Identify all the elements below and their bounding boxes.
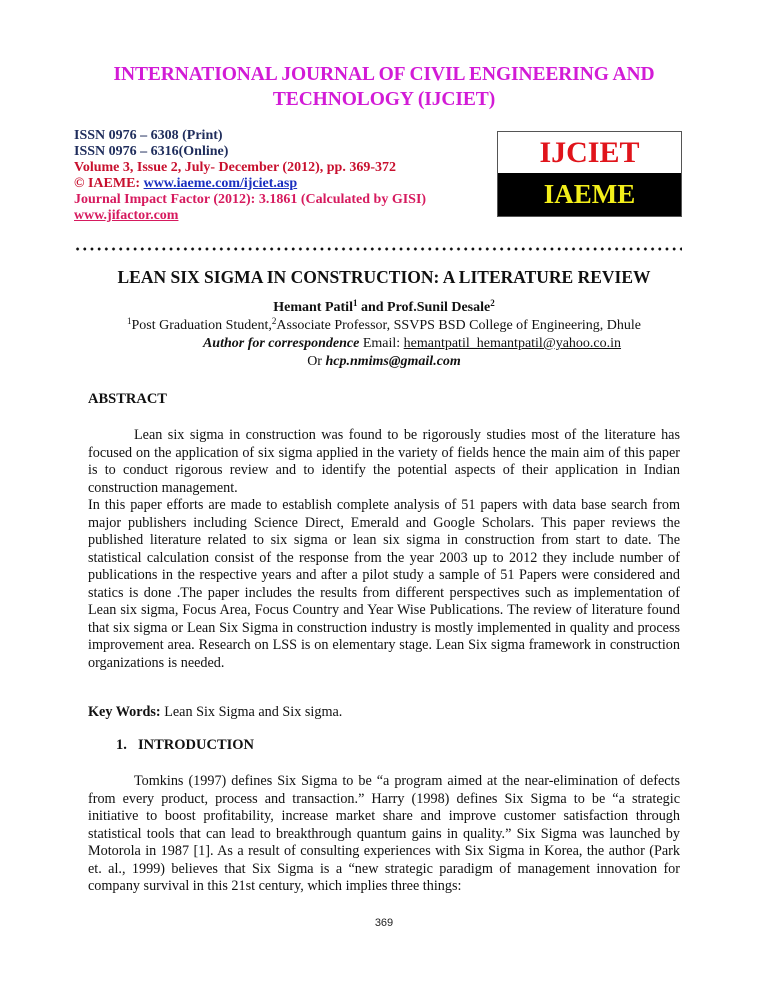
copyright-line <box>74 176 426 192</box>
author-1: Hemant Patil <box>273 300 353 315</box>
section-title: INTRODUCTION <box>138 737 255 753</box>
affil-sup-1: 1 <box>127 316 132 326</box>
abstract-body <box>88 427 680 672</box>
page-number: 369 <box>374 917 394 929</box>
affiliation-line <box>0 318 768 334</box>
volume-issue: Volume 3, Issue 2, July- December (2012), pp. 369-372 <box>74 160 396 175</box>
correspondence-email[interactable]: hemantpatil_hemantpatil@yahoo.co.in <box>403 336 622 351</box>
abstract-paragraph-1: Lean six sigma in construction was found to be rigorously studies most of the literature has focused on the application of six sigma applied in the variety of fields hence the main aim of this paper is to conduct rigorous review and to identify the potential aspects of their application in Indian construction management. <box>88 427 680 496</box>
affil-part-2: Associate Professor, SSVPS BSD College of Engineering, Dhule <box>276 318 641 333</box>
journal-title-line2: TECHNOLOGY (IJCIET) <box>272 89 496 110</box>
logo-iaeme: IAEME <box>498 173 681 216</box>
journal-metadata <box>74 128 426 224</box>
paper-title: LEAN SIX SIGMA IN CONSTRUCTION: A LITERATURE REVIEW <box>117 267 651 287</box>
impact-factor: Journal Impact Factor (2012): 3.1861 (Calculated by GISI) <box>74 192 427 207</box>
journal-title <box>0 62 768 112</box>
introduction-heading <box>116 737 254 754</box>
abstract-heading: ABSTRACT <box>88 391 167 407</box>
author-1-sup: 1 <box>352 298 358 308</box>
or-label: Or <box>307 354 326 369</box>
author-join: and <box>357 300 388 315</box>
correspondence-email-alt: hcp.nmims@gmail.com <box>325 354 461 369</box>
issn-print: ISSN 0976 – 6308 (Print) <box>74 128 223 143</box>
dotted-divider <box>74 247 682 251</box>
author-2: Prof.Sunil Desale <box>387 300 491 315</box>
keywords-line <box>88 704 342 721</box>
keywords-label: Key Words: <box>88 704 161 720</box>
correspondence-alt-line <box>0 354 768 370</box>
abstract-paragraph-2: In this paper efforts are made to establish complete analysis of 51 papers with data base search from major publishers including Science Direct, Emerald and Google Scholars. This paper reviews the published literature related to six sigma or lean six sigma in construction from start to date. The statistical calculation consist of the response from the year 2003 up to 2012 they include number of publications in the respective years and after a pilot study a sample of 51 Papers were considered and statics is done .The paper includes the results from different perspectives such as implementation of Lean six sigma, Focus Area, Focus Country and Year Wise Publications. The review of literature found that six sigma or Lean Six Sigma in construction industry is mostly implemented in quality and process improvement area. Research on LSS is on elementary stage. Lean Six sigma framework in construction organizations is needed. <box>88 497 680 671</box>
journal-title-line1: INTERNATIONAL JOURNAL OF CIVIL ENGINEERING AND <box>113 64 655 85</box>
correspondence-line <box>28 336 768 352</box>
keywords-value: Lean Six Sigma and Six sigma. <box>160 704 343 720</box>
journal-logo <box>497 131 682 217</box>
affil-sup-2: 2 <box>271 316 277 326</box>
correspondence-label: Author for correspondence <box>202 336 360 351</box>
logo-ijciet: IJCIET <box>498 132 681 173</box>
issn-online: ISSN 0976 – 6316(Online) <box>74 144 229 159</box>
author-2-sup: 2 <box>490 298 495 308</box>
email-label: Email: <box>359 336 404 351</box>
introduction-paragraph-1: Tomkins (1997) defines Six Sigma to be “a program aimed at the near-elimination of defects from every product, process and transaction.” Harry (1998) defines Six Sigma to be “a strategic initiative to boost profitability, increase market share and improve customer satisfaction through statistical tools that can lead to breakthrough quantum gains in quality.” Six Sigma was launched by Motorola in 1987 [1]. As a result of consulting experiences with Six Sigma in Korea, the author (Park et. al., 1999) believes that Six Sigma is a “new strategic paradigm of management innovation for company survival in this 21st century, which implies three things: <box>88 773 680 894</box>
authors-line <box>0 300 768 316</box>
impact-url-line <box>74 208 426 224</box>
journal-url-link[interactable]: www.iaeme.com/ijciet.asp <box>143 176 298 191</box>
section-number: 1. <box>116 737 127 753</box>
copyright-prefix: © IAEME: <box>74 176 144 191</box>
impact-url-link[interactable]: www.jifactor.com <box>74 208 179 223</box>
introduction-body <box>88 773 680 896</box>
affil-part-1: Post Graduation Student, <box>131 318 272 333</box>
